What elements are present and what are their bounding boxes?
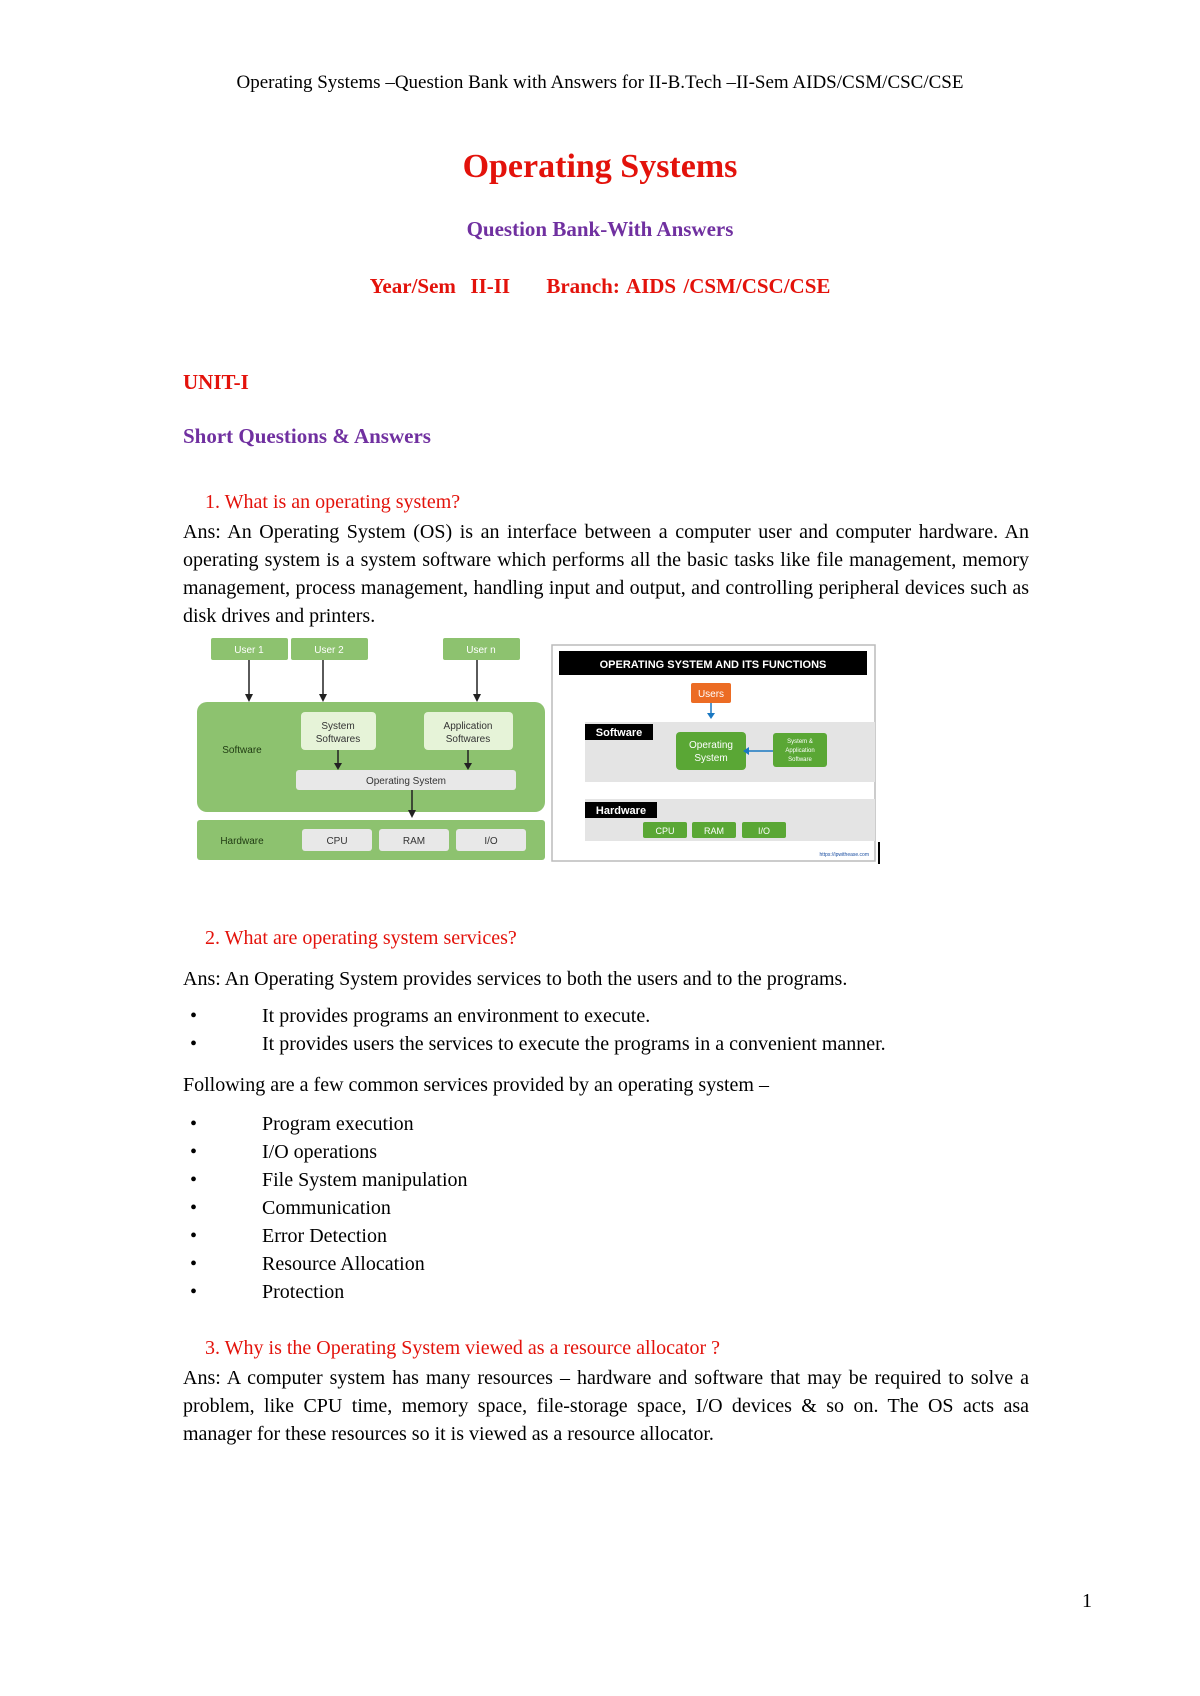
list-item: • Communication (190, 1197, 391, 1219)
diagram-title: OPERATING SYSTEM AND ITS FUNCTIONS (599, 659, 827, 671)
svg-text:Softwares: Softwares (445, 734, 491, 745)
question-2: 2. What are operating system services? (205, 927, 517, 949)
list-item: • Protection (190, 1281, 345, 1303)
svg-text:System: System (321, 721, 355, 732)
svg-text:Softwares: Softwares (315, 734, 361, 745)
list-item: • Resource Allocation (190, 1253, 425, 1275)
hardware-label: Hardware (220, 836, 264, 847)
svg-text:System: System (694, 753, 728, 764)
hardware-band-label: Hardware (595, 805, 647, 817)
svg-text:Application: Application (443, 721, 493, 732)
software-label: Software (222, 745, 262, 756)
svg-text:RAM: RAM (704, 826, 724, 836)
page-header: Operating Systems –Question Bank with Answers for II-B.Tech –II-Sem AIDS/CSM/CSC/CSE (236, 72, 964, 93)
document-subtitle: Question Bank-With Answers (466, 217, 734, 241)
software-band-label: Software (595, 727, 643, 739)
section-heading: Short Questions & Answers (183, 424, 431, 448)
list-item: • File System manipulation (190, 1169, 468, 1191)
year-sem-branch: Year/Sem II-II Branch: AIDS /CSM/CSC/CSE (369, 274, 831, 298)
question-3: 3. Why is the Operating System viewed as a resource allocator ? (205, 1337, 721, 1359)
diagram-source-url: https://ipwithease.com (819, 852, 869, 858)
svg-text:Operating: Operating (689, 740, 733, 751)
page-number: 1 (1082, 1590, 1092, 1612)
svg-text:CPU: CPU (326, 836, 348, 847)
svg-text:I/O: I/O (484, 836, 498, 847)
svg-text:Application: Application (785, 748, 815, 754)
svg-text:System &: System & (787, 739, 813, 745)
answer-3: Ans: A computer system has many resources – hardware and software that may be required to solve a problem, like CPU time, memory space, file-storage space, I/O devices & so on. The OS acts asa manager for these resources so it is viewed as a resource allocator. (183, 1367, 1029, 1445)
user-2-label: User 2 (314, 645, 344, 656)
list-item: • I/O operations (190, 1141, 377, 1163)
svg-text:RAM: RAM (402, 836, 426, 847)
list-item: • It provides programs an environment to execute. (190, 1005, 651, 1027)
services-intro: Following are a few common services provided by an operating system – (183, 1074, 769, 1096)
svg-text:Users: Users (697, 689, 725, 700)
list-item: • It provides users the services to execute the programs in a convenient manner. (190, 1033, 886, 1055)
question-1: 1. What is an operating system? (205, 491, 461, 513)
answer-2: Ans: An Operating System provides services to both the users and to the programs. (183, 968, 848, 990)
unit-heading: UNIT-I (183, 370, 249, 394)
user-1-label: User 1 (234, 645, 264, 656)
svg-text:Software: Software (788, 757, 812, 763)
list-item: • Error Detection (190, 1225, 387, 1247)
svg-text:I/O: I/O (757, 826, 771, 836)
os-functions-diagram (551, 644, 881, 864)
text-cursor (878, 842, 880, 864)
document-title: Operating Systems (462, 148, 738, 185)
svg-text:Operating System: Operating System (365, 776, 447, 787)
answer-1: Ans: An Operating System (OS) is an interface between a computer user and computer hardware. An operating system is a system software which performs all the basic tasks like file management, memory management, process management, handling input and output, and controlling peripheral devices such as disk drives and printers. (183, 521, 1029, 627)
list-item: • Program execution (190, 1113, 414, 1135)
svg-text:CPU: CPU (655, 826, 675, 836)
operating-system-box (676, 732, 746, 770)
os-layers-diagram (196, 636, 548, 866)
user-n-label: User n (466, 645, 496, 656)
